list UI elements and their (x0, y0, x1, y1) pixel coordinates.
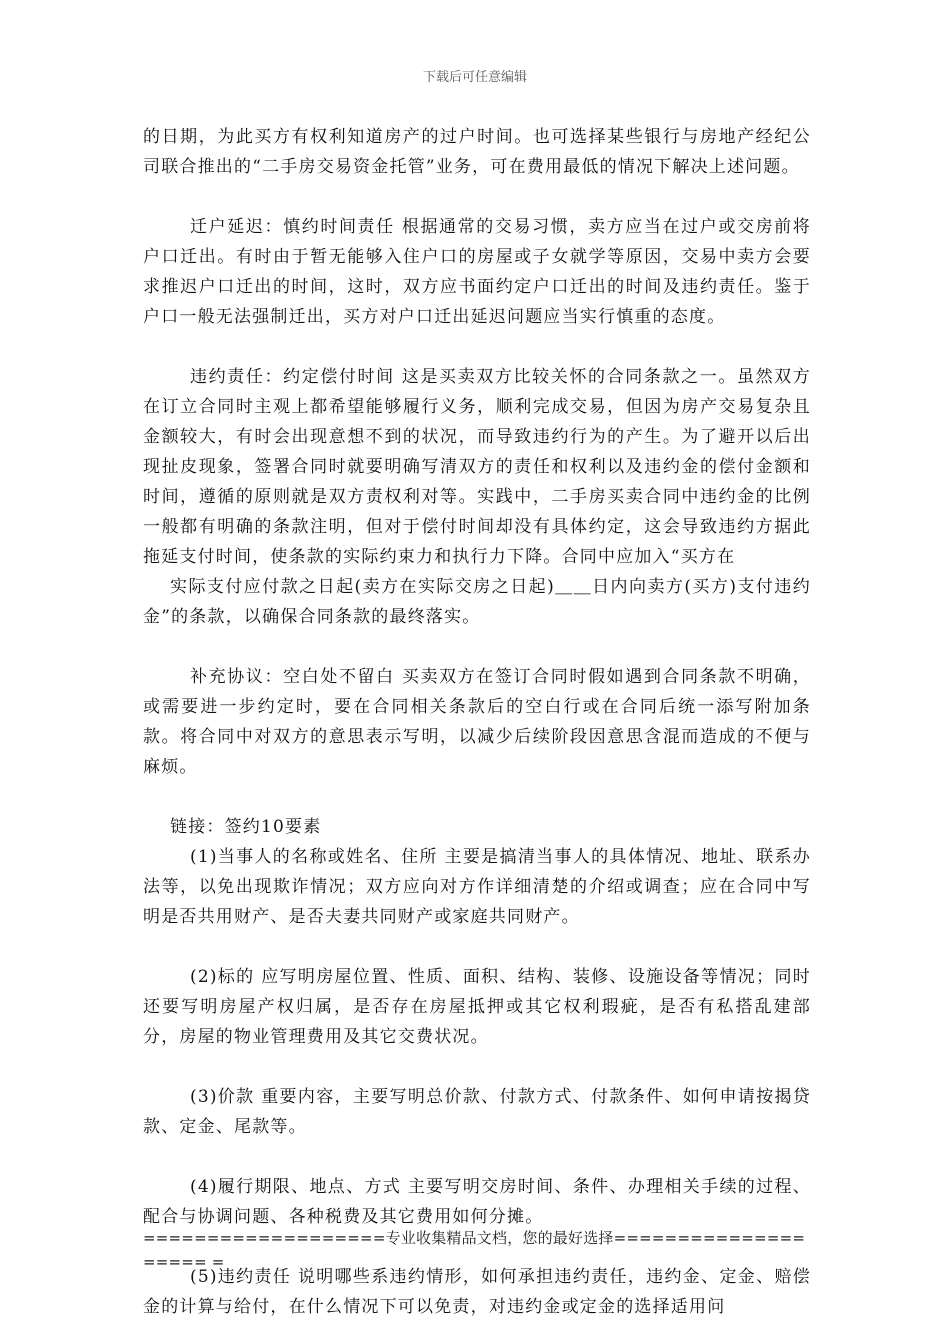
paragraph-element-5: (5)违约责任 说明哪些系违约情形，如何承担违约责任，违约金、定金、赔偿金的计算与给付，在什么情况下可以免责，对违约金或定金的选择适用问 (143, 1267, 811, 1317)
page-footer: ===================专业收集精品文档，您的最好选择==================== = (143, 1229, 806, 1271)
paragraph-element-3: (3)价款 重要内容，主要写明总价款、付款方式、付款条件、如何申请按揭贷款、定金、尾款等。 (143, 1087, 811, 1137)
page-header: 下载后可任意编辑 (422, 70, 527, 85)
paragraph-element-1: (1)当事人的名称或姓名、住所 主要是搞清当事人的具体情况、地址、联系办法等，以免出现欺诈情况；双方应向对方作详细清楚的介绍或调查；应在合同中写明是否共用财产、是否夫妻共同财产或家庭共同财产。 (143, 847, 811, 927)
paragraph-title-transfer-date: 的日期，为此买方有权利知道房产的过户时间。也可选择某些银行与房地产经纪公司联合推出的“二手房交易资金托管”业务，可在费用最低的情况下解决上述问题。 (143, 127, 811, 177)
document-body (143, 122, 811, 1322)
paragraph-breach-liability: 违约责任：约定偿付时间 这是买卖双方比较关怀的合同条款之一。虽然双方在订立合同时主观上都希望能够履行义务，顺利完成交易，但因为房产交易复杂且金额较大，有时会出现意想不到的状况，而导致违约行为的产生。为了避开以后出现扯皮现象，签署合同时就要明确写清双方的责任和权利以及违约金的偿付金额和时间，遵循的原则就是双方责权利对等。实践中，二手房买卖合同中违约金的比例一般都有明确的条款注明，但对于偿付时间却没有具体约定，这会导致违约方据此拖延支付时间，使条款的实际约束力和执行力下降。合同中应加入“买方在 (143, 367, 811, 567)
paragraph-link-heading: 链接：签约10要素 (170, 817, 322, 837)
paragraph-supplement-agreement: 补充协议：空白处不留白 买卖双方在签订合同时假如遇到合同条款不明确，或需要进一步约定时，要在合同相关条款后的空白行或在合同后统一添写附加条款。将合同中对双方的意思表示写明，以减少后续阶段因意思含混而造成的不便与麻烦。 (143, 667, 811, 777)
paragraph-element-4: (4)履行期限、地点、方式 主要写明交房时间、条件、办理相关手续的过程、配合与协调问题、各种税费及其它费用如何分摊。 (143, 1177, 811, 1227)
paragraph-element-2: (2)标的 应写明房屋位置、性质、面积、结构、装修、设施设备等情况；同时还要写明房屋产权归属，是否存在房屋抵押或其它权利瑕疵，是否有私搭乱建部分，房屋的物业管理费用及其它交费状况。 (143, 967, 811, 1047)
paragraph-breach-continued: 实际支付应付款之日起(卖方在实际交房之日起)＿＿日内向卖方(买方)支付违约金”的条款，以确保合同条款的最终落实。 (143, 577, 811, 627)
paragraph-hukou-delay: 迁户延迟：慎约时间责任 根据通常的交易习惯，卖方应当在过户或交房前将户口迁出。有时由于暂无能够入住户口的房屋或子女就学等原因，交易中卖方会要求推迟户口迁出的时间，这时，双方应书面约定户口迁出的时间及违约责任。鉴于户口一般无法强制迁出，买方对户口迁出延迟问题应当实行慎重的态度。 (143, 217, 811, 327)
